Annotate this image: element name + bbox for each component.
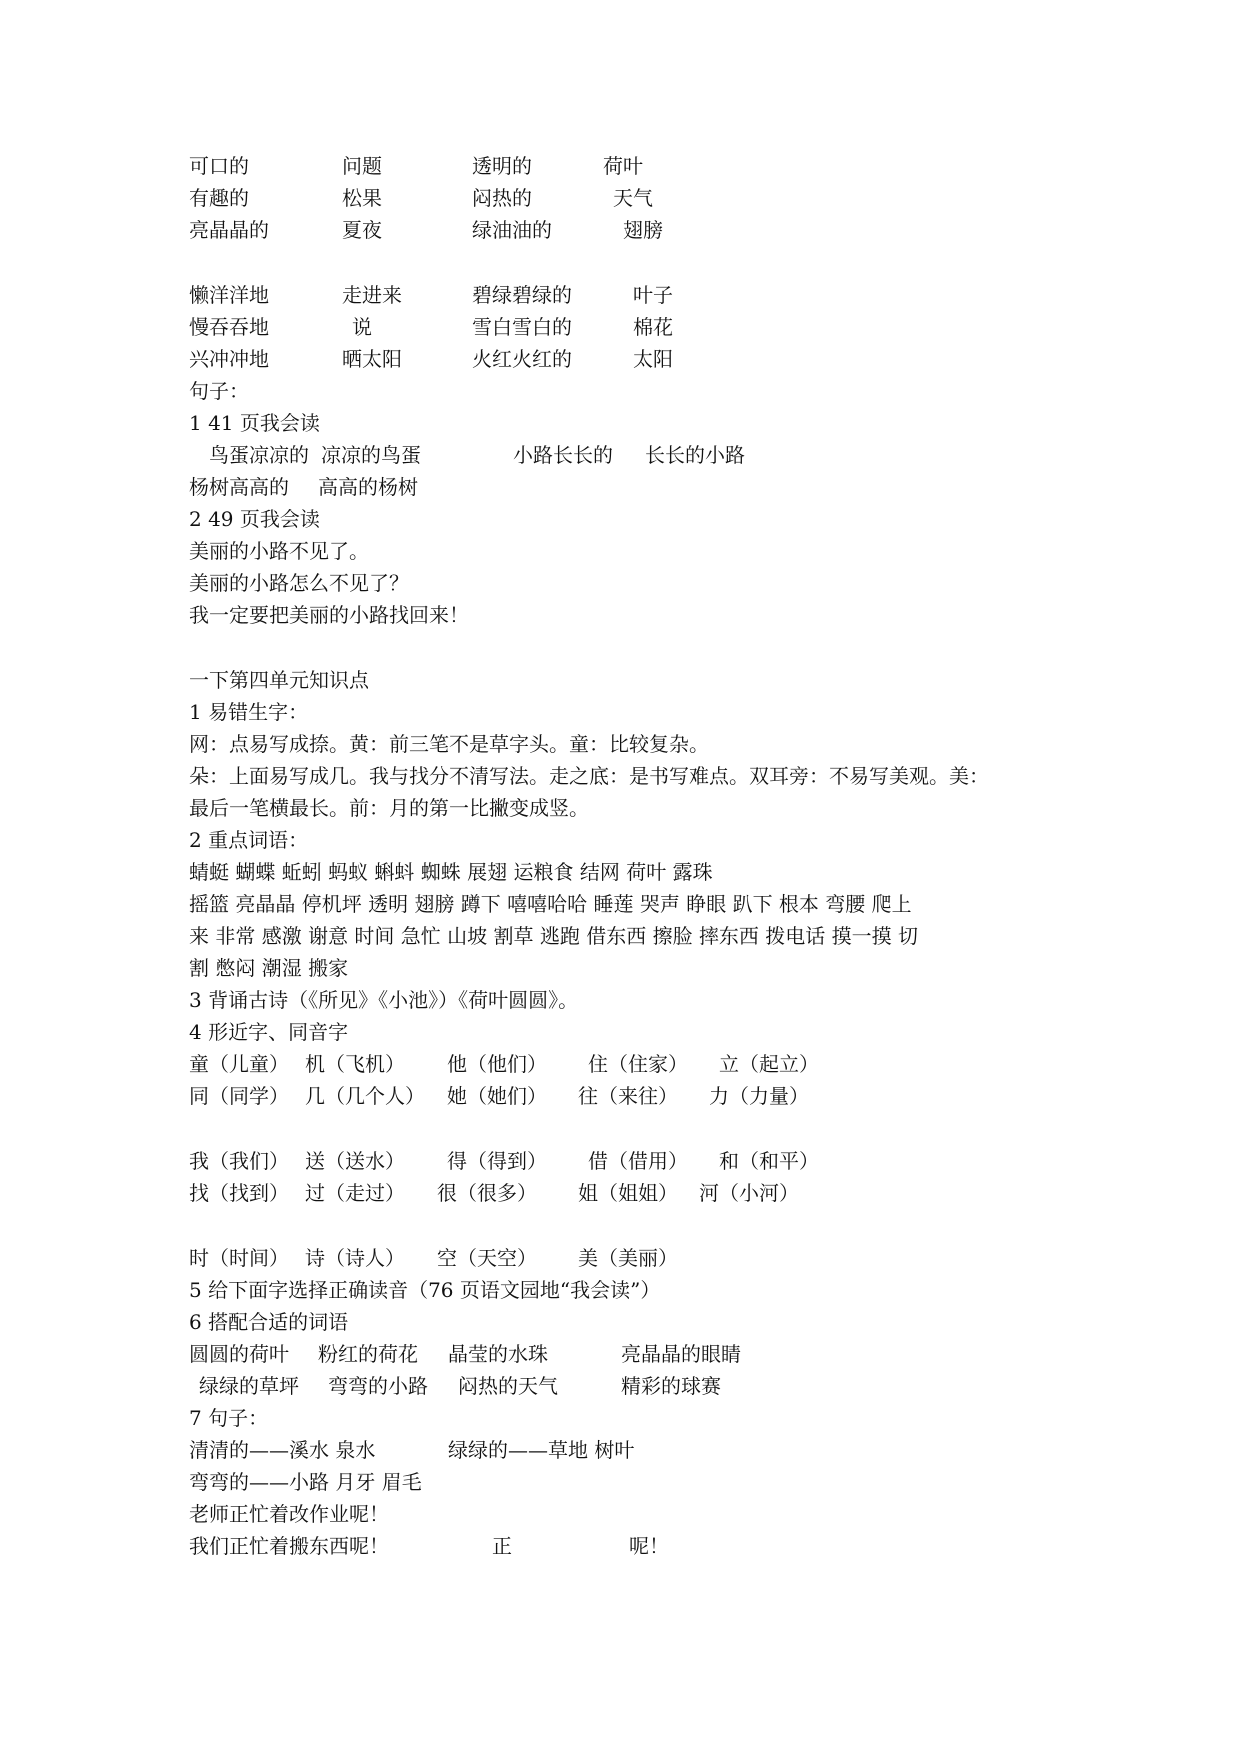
phrase: 绿绿的——草地 树叶 — [448, 1438, 635, 1462]
char-item: 空（天空） — [437, 1246, 537, 1270]
unit-title: 一下第四单元知识点 — [189, 668, 369, 692]
sentence: 我一定要把美丽的小路找回来！ — [189, 603, 469, 627]
word: 太阳 — [633, 347, 673, 371]
word: 可口的 — [189, 154, 249, 178]
word: 问题 — [342, 154, 382, 178]
sentence: 我们正忙着搬东西呢！ — [189, 1534, 389, 1558]
section-heading: 1 易错生字： — [189, 700, 309, 724]
word: 绿油油的 — [472, 218, 552, 242]
text-line: 来 非常 感激 谢意 时间 急忙 山坡 割草 逃跑 借东西 擦脸 摔东西 拨电话 摸一摸 切 — [189, 924, 919, 948]
phrase: 绿绿的草坪 — [199, 1374, 299, 1398]
phrase: 鸟蛋凉凉的 — [209, 443, 309, 467]
char-item: 找（找到） — [189, 1181, 289, 1205]
phrase: 闷热的天气 — [458, 1374, 558, 1398]
char-item: 借（借用） — [588, 1149, 688, 1173]
char-item: 同（同学） — [189, 1084, 289, 1108]
char-item: 我（我们） — [189, 1149, 289, 1173]
word: 慢吞吞地 — [189, 315, 269, 339]
sentence-fill-word: 正 — [492, 1534, 512, 1558]
word: 翅膀 — [623, 218, 663, 242]
char-item: 立（起立） — [719, 1052, 819, 1076]
word: 雪白雪白的 — [472, 315, 572, 339]
word: 天气 — [613, 186, 653, 210]
phrase: 精彩的球赛 — [621, 1374, 721, 1398]
char-item: 和（和平） — [719, 1149, 819, 1173]
text-line: 摇篮 亮晶晶 停机坪 透明 翅膀 蹲下 嘻嘻哈哈 睡莲 哭声 睁眼 趴下 根本 弯腰 爬上 — [189, 892, 912, 916]
phrase: 高高的杨树 — [318, 475, 418, 499]
char-item: 往（来往） — [578, 1084, 678, 1108]
char-item: 她（她们） — [447, 1084, 547, 1108]
word: 荷叶 — [603, 154, 643, 178]
phrase: 圆圆的荷叶 — [189, 1342, 289, 1366]
word: 有趣的 — [189, 186, 249, 210]
char-item: 童（儿童） — [189, 1052, 289, 1076]
char-item: 几（几个人） — [305, 1084, 425, 1108]
word: 叶子 — [633, 283, 673, 307]
phrase: 杨树高高的 — [189, 475, 289, 499]
word: 碧绿碧绿的 — [472, 283, 572, 307]
section-heading: 1 41 页我会读 — [189, 411, 320, 435]
char-item: 诗（诗人） — [305, 1246, 405, 1270]
char-item: 美（美丽） — [578, 1246, 678, 1270]
word: 透明的 — [472, 154, 532, 178]
word: 走进来 — [342, 283, 402, 307]
section-heading: 4 形近字、同音字 — [189, 1020, 349, 1044]
word: 懒洋洋地 — [189, 283, 269, 307]
section-heading: 7 句子： — [189, 1406, 269, 1430]
char-item: 过（走过） — [305, 1181, 405, 1205]
char-item: 得（得到） — [447, 1149, 547, 1173]
word: 棉花 — [633, 315, 673, 339]
sentence: 美丽的小路不见了。 — [189, 539, 369, 563]
char-item: 很（很多） — [437, 1181, 537, 1205]
phrase: 长长的小路 — [645, 443, 745, 467]
char-item: 时（时间） — [189, 1246, 289, 1270]
text-line: 5 给下面字选择正确读音（76 页语文园地“我会读”） — [189, 1278, 661, 1302]
text-line: 朵：上面易写成几。我与找分不清写法。走之底：是书写难点。双耳旁：不易写美观。美： — [189, 764, 989, 788]
char-item: 力（力量） — [709, 1084, 809, 1108]
section-heading: 6 搭配合适的词语 — [189, 1310, 349, 1334]
char-item: 送（送水） — [305, 1149, 405, 1173]
text-line: 3 背诵古诗（《所见》《小池》）《荷叶圆圆》。 — [189, 988, 579, 1012]
word: 火红火红的 — [472, 347, 572, 371]
phrase: 小路长长的 — [513, 443, 613, 467]
char-item: 住（住家） — [588, 1052, 688, 1076]
char-item: 他（他们） — [447, 1052, 547, 1076]
phrase: 清清的——溪水 泉水 — [189, 1438, 376, 1462]
word: 亮晶晶的 — [189, 218, 269, 242]
word: 松果 — [342, 186, 382, 210]
section-heading: 2 重点词语： — [189, 828, 309, 852]
char-item: 机（飞机） — [305, 1052, 405, 1076]
char-item: 河（小河） — [699, 1181, 799, 1205]
sentence: 弯弯的——小路 月牙 眉毛 — [189, 1470, 422, 1494]
section-heading: 句子： — [189, 379, 249, 403]
text-line: 网：点易写成捺。黄：前三笔不是草字头。童：比较复杂。 — [189, 732, 709, 756]
section-heading: 2 49 页我会读 — [189, 507, 320, 531]
text-line: 割 憋闷 潮湿 搬家 — [189, 956, 349, 980]
word: 晒太阳 — [342, 347, 402, 371]
phrase: 粉红的荷花 — [318, 1342, 418, 1366]
phrase: 亮晶晶的眼睛 — [621, 1342, 741, 1366]
sentence-fill-word: 呢！ — [629, 1534, 669, 1558]
sentence: 老师正忙着改作业呢！ — [189, 1502, 389, 1526]
word: 说 — [352, 315, 372, 339]
word: 闷热的 — [472, 186, 532, 210]
word: 夏夜 — [342, 218, 382, 242]
phrase: 晶莹的水珠 — [448, 1342, 548, 1366]
sentence: 美丽的小路怎么不见了？ — [189, 571, 409, 595]
text-line: 蜻蜓 蝴蝶 蚯蚓 蚂蚁 蝌蚪 蜘蛛 展翅 运粮食 结网 荷叶 露珠 — [189, 860, 713, 884]
text-line: 最后一笔横最长。前：月的第一比撇变成竖。 — [189, 796, 589, 820]
phrase: 凉凉的鸟蛋 — [321, 443, 421, 467]
char-item: 姐（姐姐） — [578, 1181, 678, 1205]
word: 兴冲冲地 — [189, 347, 269, 371]
phrase: 弯弯的小路 — [328, 1374, 428, 1398]
